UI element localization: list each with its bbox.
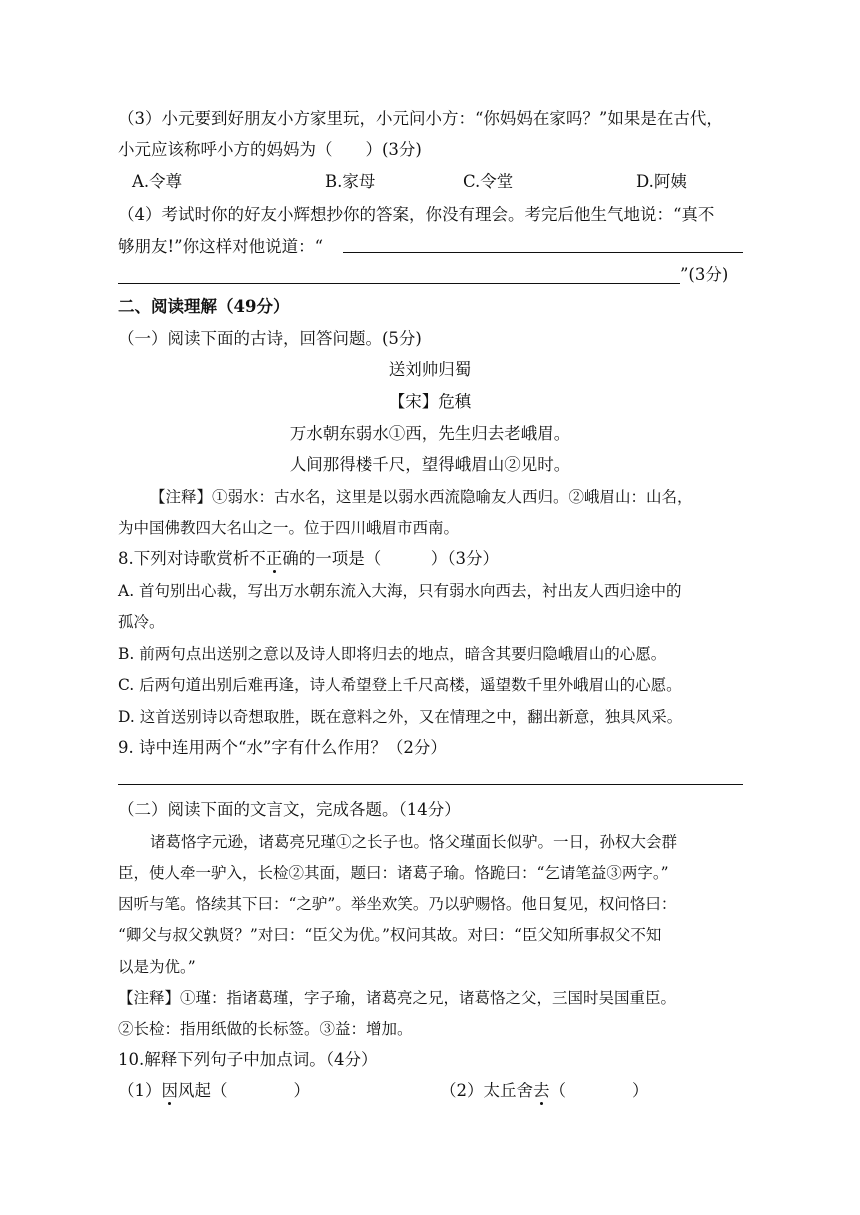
poem-note-line1: 【注释】①弱水：古水名，这里是以弱水西流隐喻友人西归。②峨眉山：山名， <box>150 488 693 506</box>
q8-stem-after: 的一项是（ ）（3分） <box>298 549 499 568</box>
q8-option-d: D. 这首送别诗以奇想取胜，既在意料之外，又在情理之中，翻出新意，独具风采。 <box>118 708 683 726</box>
q3-line2: 小元应该称呼小方的妈妈为（ ）(3分) <box>118 140 422 159</box>
poem-line1: 万水朝东弱水①西，先生归去老峨眉。 <box>289 424 571 443</box>
q9-answer-line[interactable] <box>118 784 743 785</box>
passage-line2: 臣，使人牵一驴入，长检②其面，题曰：诸葛子瑜。恪跪曰：“乞请笔益③两字。” <box>118 864 669 882</box>
poem-line2: 人间那得楼千尺，望得峨眉山②见时。 <box>289 455 571 474</box>
q4-answer-blank-2[interactable] <box>118 283 680 284</box>
q3-option-b: B.家母 <box>325 172 376 191</box>
poem-note-line2: 为中国佛教四大名山之一。位于四川峨眉市西南。 <box>118 519 460 537</box>
q8-option-b: B. 前两句点出送别之意以及诗人即将归去的地点，暗含其要归隐峨眉山的心愿。 <box>118 645 667 663</box>
q3-line1: （3）小元要到好朋友小方家里玩，小元问小方：“你妈妈在家吗？”如果是在古代， <box>118 109 723 128</box>
passage-line4: “卿父与叔父孰贤？”对曰：“臣父为优。”权问其故。对曰：“臣父知所事叔父不知 <box>118 926 662 944</box>
q8-option-a-line1: A. 首句别出心裁，写出万水朝东流入大海，只有弱水向西去，衬出友人西归途中的 <box>118 582 682 600</box>
q4-line2-text: 够朋友!”你这样对他说道：“ <box>118 237 324 256</box>
q4-line2 <box>118 236 323 258</box>
q10-item1 <box>118 1080 310 1102</box>
poem-author: 【宋】危稹 <box>388 392 472 411</box>
passage-note-line1: 【注释】①瑾：指诸葛瑾，字子瑜，诸葛亮之兄，诸葛恪之父，三国时吴国重臣。 <box>118 989 677 1007</box>
q10-stem: 10.解释下列句子中加点词。（4分） <box>118 1050 378 1069</box>
q3-option-a: A.令尊 <box>132 172 183 191</box>
passage-line1: 诸葛恪字元逊，诸葛亮兄瑾①之长子也。恪父瑾面长似驴。一日，孙权大会群 <box>150 833 678 851</box>
q9-stem: 9. 诗中连用两个“水”字有什么作用？（2分） <box>118 738 447 757</box>
part2-intro: （二）阅读下面的文言文，完成各题。（14分） <box>118 800 461 819</box>
q8-option-c: C. 后两句道出别后难再逢，诗人希望登上千尺高楼，遥望数千里外峨眉山的心愿。 <box>118 676 682 694</box>
part1-intro: （一）阅读下面的古诗，回答问题。(5分) <box>118 329 422 348</box>
q10-item1-dotted-word: 因 <box>161 1081 178 1100</box>
q8-option-a-line2: 孤冷。 <box>118 613 165 631</box>
q8-stem-emphasis: 不正确 <box>249 549 299 568</box>
q10-item2 <box>440 1080 649 1102</box>
q8-stem <box>118 548 499 570</box>
q10-item2-dotted-word: 去 <box>533 1081 550 1100</box>
q8-stem-before: 8.下列对诗歌赏析 <box>118 549 250 568</box>
q3-option-d: D.阿姨 <box>636 172 687 191</box>
q4-line3-suffix: ”(3分) <box>680 265 729 284</box>
passage-line3: 因听与笔。恪续其下曰：“之驴”。举坐欢笑。乃以驴赐恪。他日复见，权问恪曰： <box>118 895 677 913</box>
q4-answer-blank-1[interactable] <box>343 252 743 253</box>
q10-item2-prefix: （2）太丘舍 <box>440 1081 533 1100</box>
poem-title: 送刘帅归蜀 <box>388 360 472 379</box>
q3-option-c: C.令堂 <box>463 172 514 191</box>
passage-line5: 以是为优。” <box>118 958 196 976</box>
q10-item2-suffix: （ ） <box>549 1081 649 1100</box>
q4-line1: （4）考试时你的好友小辉想抄你的答案，你没有理会。考完后他生气地说：“真不 <box>118 205 715 224</box>
section2-title: 二、阅读理解（49分） <box>118 297 290 316</box>
q10-item1-suffix: 风起（ ） <box>178 1081 310 1100</box>
passage-note-line2: ②长检：指用纸做的长标签。③益：增加。 <box>118 1020 413 1038</box>
q10-item1-prefix: （1） <box>118 1081 162 1100</box>
